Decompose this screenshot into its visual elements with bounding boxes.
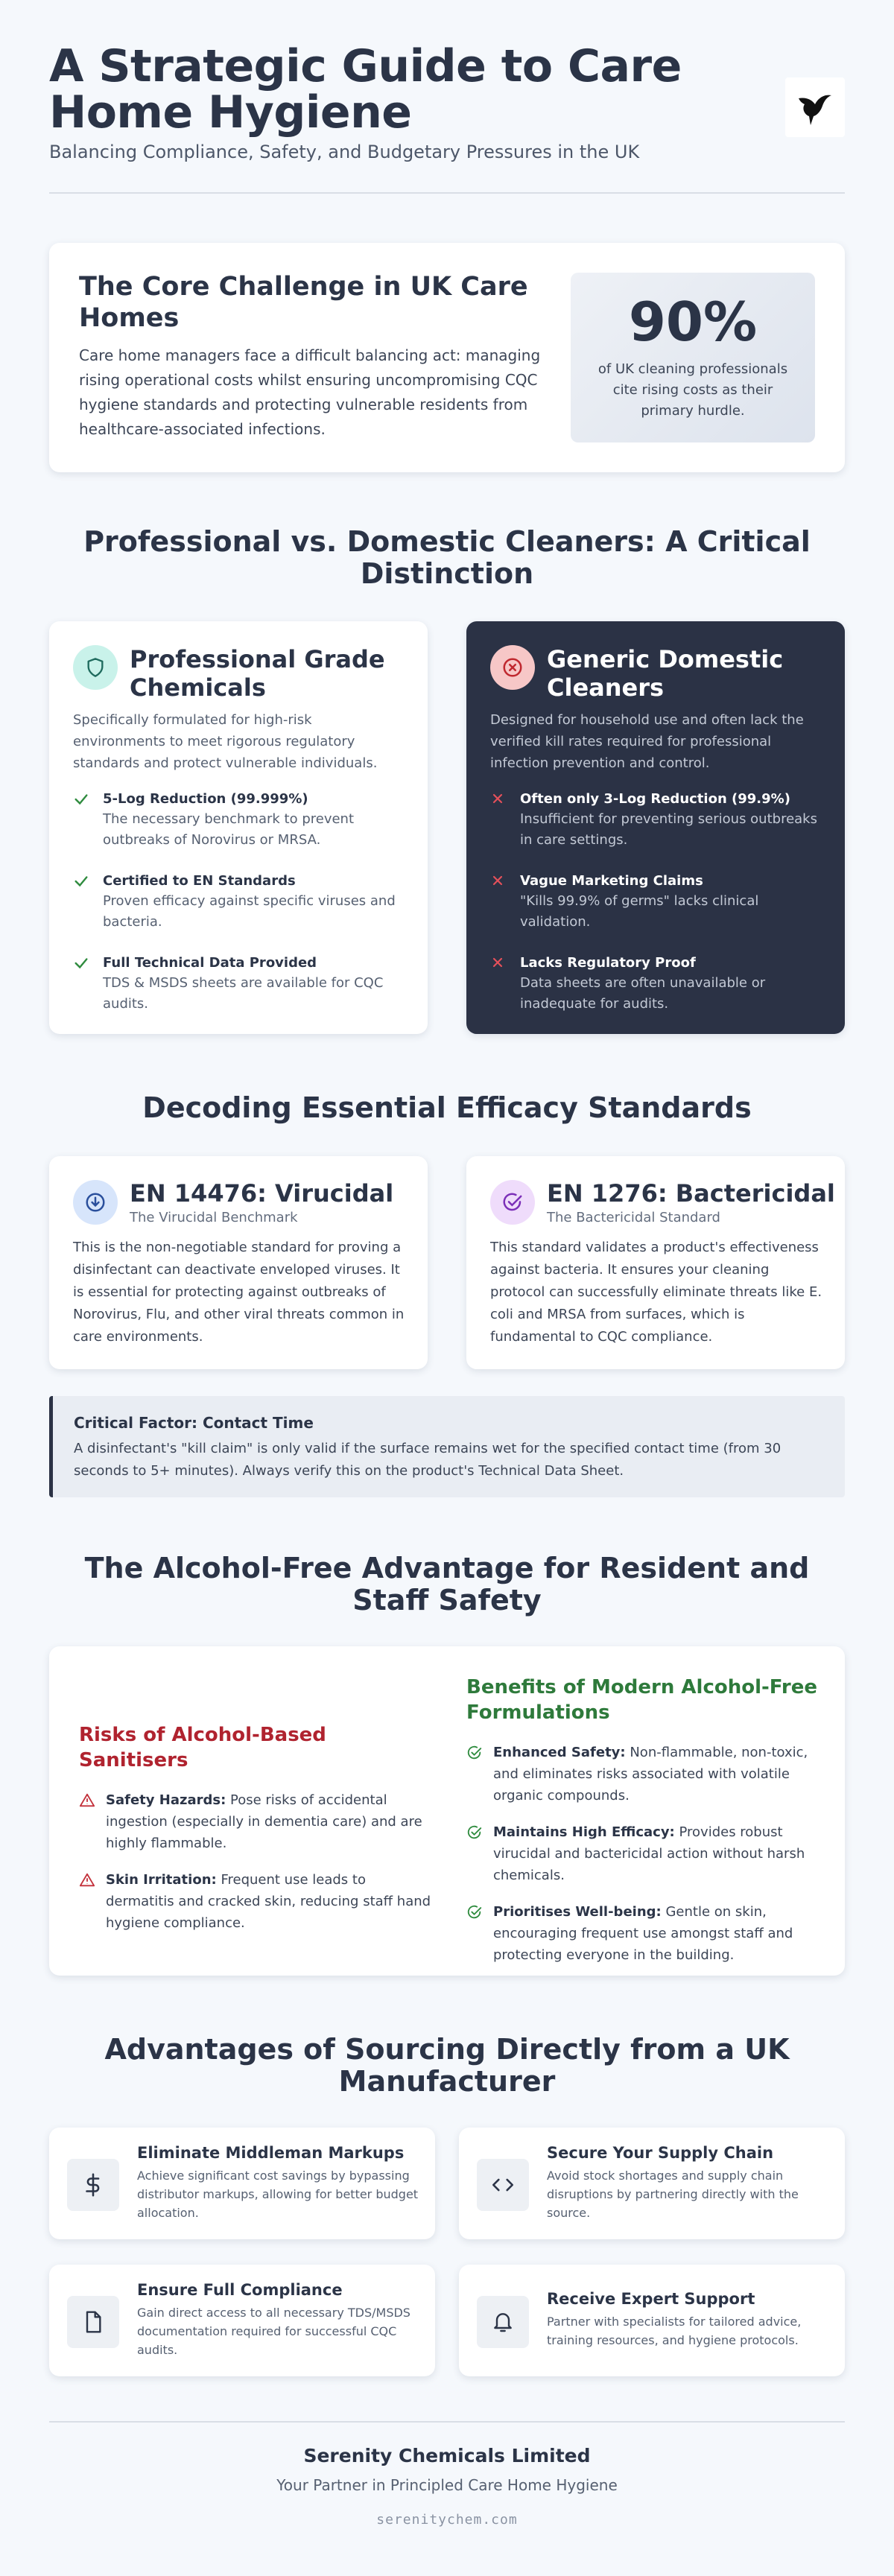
core-challenge-card bbox=[49, 243, 845, 472]
item-text: Frequent use leads to dermatitis and cracked skin, reducing staff hand hygiene compliance. bbox=[106, 1872, 431, 1931]
advantage-card-markups bbox=[49, 2128, 435, 2239]
benefits-title: Benefits of Modern Alcohol-Free Formulations bbox=[466, 1676, 817, 1724]
item-label: Safety Hazards: bbox=[106, 1792, 226, 1808]
alcohol-section-title: The Alcohol-Free Advantage for Resident and Staff Safety bbox=[84, 1552, 810, 1617]
check-icon bbox=[73, 873, 89, 892]
warning-icon bbox=[79, 1792, 95, 1815]
domestic-card bbox=[466, 621, 845, 1034]
item-label: Prioritises Well-being: bbox=[493, 1904, 662, 1920]
risks-title: Risks of Alcohol-Based Sanitisers bbox=[79, 1724, 326, 1771]
item-title: Often only 3-Log Reduction (99.9%) bbox=[520, 791, 790, 807]
cross-icon bbox=[490, 955, 505, 973]
item-title: Vague Marketing Claims bbox=[520, 873, 703, 889]
check-circle-icon bbox=[466, 1745, 483, 1768]
en14476-body: This is the non-negotiable standard for proving a disinfectant can deactivate enveloped viruses. It is essential for protecting against outbreaks of Norovirus, Flu, and other viral threats common in care environments. bbox=[73, 1240, 405, 1345]
item-label: Skin Irritation: bbox=[106, 1872, 217, 1888]
item-text: Proven efficacy against specific viruses and bacteria. bbox=[103, 893, 396, 930]
item-text: Insufficient for preventing serious outbreaks in care settings. bbox=[520, 811, 817, 848]
callout-text: A disinfectant's "kill claim" is only valid if the surface remains wet for the specified contact time (from 30 seconds to 5+ minutes). Always verify this on the product's Technical Data Sheet. bbox=[74, 1441, 782, 1479]
page-title: A Strategic Guide to Care Home Hygiene bbox=[49, 40, 682, 139]
footer-divider bbox=[49, 2421, 845, 2423]
list-item bbox=[490, 790, 825, 851]
item-text: Pose risks of accidental ingestion (especially in dementia care) and are highly flammable. bbox=[106, 1792, 422, 1851]
footer-url[interactable]: serenitychem.com bbox=[376, 2512, 518, 2528]
x-circle-icon bbox=[490, 645, 535, 690]
contact-time-callout bbox=[49, 1396, 845, 1497]
item-title: Lacks Regulatory Proof bbox=[520, 955, 696, 971]
challenge-title: The Core Challenge in UK Care Homes bbox=[79, 272, 528, 333]
cross-icon bbox=[490, 791, 505, 809]
list-item bbox=[490, 954, 825, 1015]
advantage-card-supply bbox=[459, 2128, 845, 2239]
list-item bbox=[73, 872, 408, 933]
professional-title: Professional Grade Chemicals bbox=[130, 645, 385, 702]
en1276-subtitle: The Bactericidal Standard bbox=[547, 1210, 720, 1225]
standards-section-title: Decoding Essential Efficacy Standards bbox=[142, 1091, 752, 1124]
list-item bbox=[79, 1789, 437, 1854]
item-text: TDS & MSDS sheets are available for CQC audits. bbox=[103, 975, 384, 1012]
list-item bbox=[490, 872, 825, 933]
item-text: "Kills 99.9% of germs" lacks clinical validation. bbox=[520, 893, 759, 930]
advantage-title: Secure Your Supply Chain bbox=[547, 2144, 774, 2162]
stat-text: of UK cleaning professionals cite rising costs as their primary hurdle. bbox=[597, 361, 788, 419]
item-text: Data sheets are often unavailable or inadequate for audits. bbox=[520, 975, 766, 1012]
advantage-title: Receive Expert Support bbox=[547, 2290, 755, 2308]
footer-company: Serenity Chemicals Limited bbox=[303, 2445, 591, 2466]
header bbox=[49, 40, 845, 192]
advantage-card-support bbox=[459, 2265, 845, 2376]
callout-title: Critical Factor: Contact Time bbox=[74, 1414, 314, 1432]
check-circle-icon bbox=[466, 1824, 483, 1847]
advantages-section-title: Advantages of Sourcing Directly from a UK Manufacturer bbox=[104, 2033, 790, 2098]
en1276-title: EN 1276: Bactericidal bbox=[547, 1179, 835, 1208]
item-text: Gentle on skin, encouraging frequent use amongst staff and protecting everyone in the building. bbox=[493, 1904, 793, 1963]
check-icon bbox=[73, 955, 89, 974]
check-circle-icon bbox=[466, 1904, 483, 1927]
list-item bbox=[79, 1869, 437, 1934]
advantage-text: Partner with specialists for tailored advice, training resources, and hygiene protocols. bbox=[547, 2315, 802, 2347]
item-text: Provides robust virucidal and bactericidal action without harsh chemicals. bbox=[493, 1824, 805, 1883]
en14476-title: EN 14476: Virucidal bbox=[130, 1179, 394, 1208]
en14476-card bbox=[49, 1156, 428, 1369]
check-circle-icon bbox=[490, 1180, 535, 1225]
advantage-title: Ensure Full Compliance bbox=[137, 2281, 343, 2299]
domestic-title: Generic Domestic Cleaners bbox=[547, 645, 784, 702]
domestic-description: Designed for household use and often lack the verified kill rates required for professional infection prevention and control. bbox=[490, 712, 804, 771]
alcohol-card bbox=[49, 1646, 845, 1976]
item-text: The necessary benchmark to prevent outbreaks of Norovirus or MRSA. bbox=[103, 811, 355, 848]
item-label: Enhanced Safety: bbox=[493, 1745, 626, 1760]
list-item bbox=[466, 1821, 820, 1886]
item-title: Certified to EN Standards bbox=[103, 873, 296, 889]
item-label: Maintains High Efficacy: bbox=[493, 1824, 675, 1840]
advantage-title: Eliminate Middleman Markups bbox=[137, 2144, 405, 2162]
en1276-card bbox=[466, 1156, 845, 1369]
warning-icon bbox=[79, 1872, 95, 1895]
cross-icon bbox=[490, 873, 505, 891]
dollar-icon bbox=[67, 2159, 119, 2211]
en14476-subtitle: The Virucidal Benchmark bbox=[130, 1210, 298, 1225]
shield-icon bbox=[73, 645, 118, 690]
code-brackets-icon bbox=[477, 2159, 529, 2211]
list-item bbox=[73, 954, 408, 1015]
stat-value: 90% bbox=[628, 291, 758, 353]
stat-box bbox=[571, 273, 815, 442]
advantage-text: Achieve significant cost savings by bypassing distributor markups, allowing for better budget allocation. bbox=[137, 2169, 419, 2220]
page-subtitle: Balancing Compliance, Safety, and Budgetary Pressures in the UK bbox=[49, 142, 640, 162]
bell-icon bbox=[477, 2296, 529, 2348]
advantage-card-compliance bbox=[49, 2265, 435, 2376]
advantage-text: Avoid stock shortages and supply chain disruptions by partnering directly with the source. bbox=[547, 2169, 799, 2220]
item-title: 5-Log Reduction (99.999%) bbox=[103, 791, 308, 807]
risks-column bbox=[79, 1722, 437, 1949]
list-item bbox=[466, 1901, 820, 1966]
advantage-text: Gain direct access to all necessary TDS/MSDS documentation required for successful CQC audits. bbox=[137, 2306, 410, 2357]
challenge-body: Care home managers face a difficult balancing act: managing rising operational costs whilst ensuring uncompromising CQC hygiene standards and protecting vulnerable residents from healthcare-associated infections. bbox=[79, 346, 541, 438]
virus-target-icon bbox=[73, 1180, 118, 1225]
professional-description: Specifically formulated for high-risk environments to meet rigorous regulatory standards and protect vulnerable individuals. bbox=[73, 712, 378, 771]
item-text: Non-flammable, non-toxic, and eliminates risks associated with volatile organic compounds. bbox=[493, 1745, 808, 1803]
list-item bbox=[73, 790, 408, 851]
item-title: Full Technical Data Provided bbox=[103, 955, 317, 971]
professional-card bbox=[49, 621, 428, 1034]
document-icon bbox=[67, 2296, 119, 2348]
list-item bbox=[466, 1742, 820, 1806]
footer-tagline: Your Partner in Principled Care Home Hygiene bbox=[276, 2476, 618, 2494]
en1276-body: This standard validates a product's effectiveness against bacteria. It ensures your cleaning protocol can successfully eliminate threats like E. coli and MRSA from surfaces, which is fundamental to CQC compliance. bbox=[490, 1240, 822, 1345]
header-divider bbox=[49, 192, 845, 194]
bird-logo-icon bbox=[785, 77, 845, 137]
compare-section-title: Professional vs. Domestic Cleaners: A Critical Distinction bbox=[83, 525, 811, 590]
check-icon bbox=[73, 791, 89, 810]
benefits-column bbox=[466, 1675, 820, 1981]
